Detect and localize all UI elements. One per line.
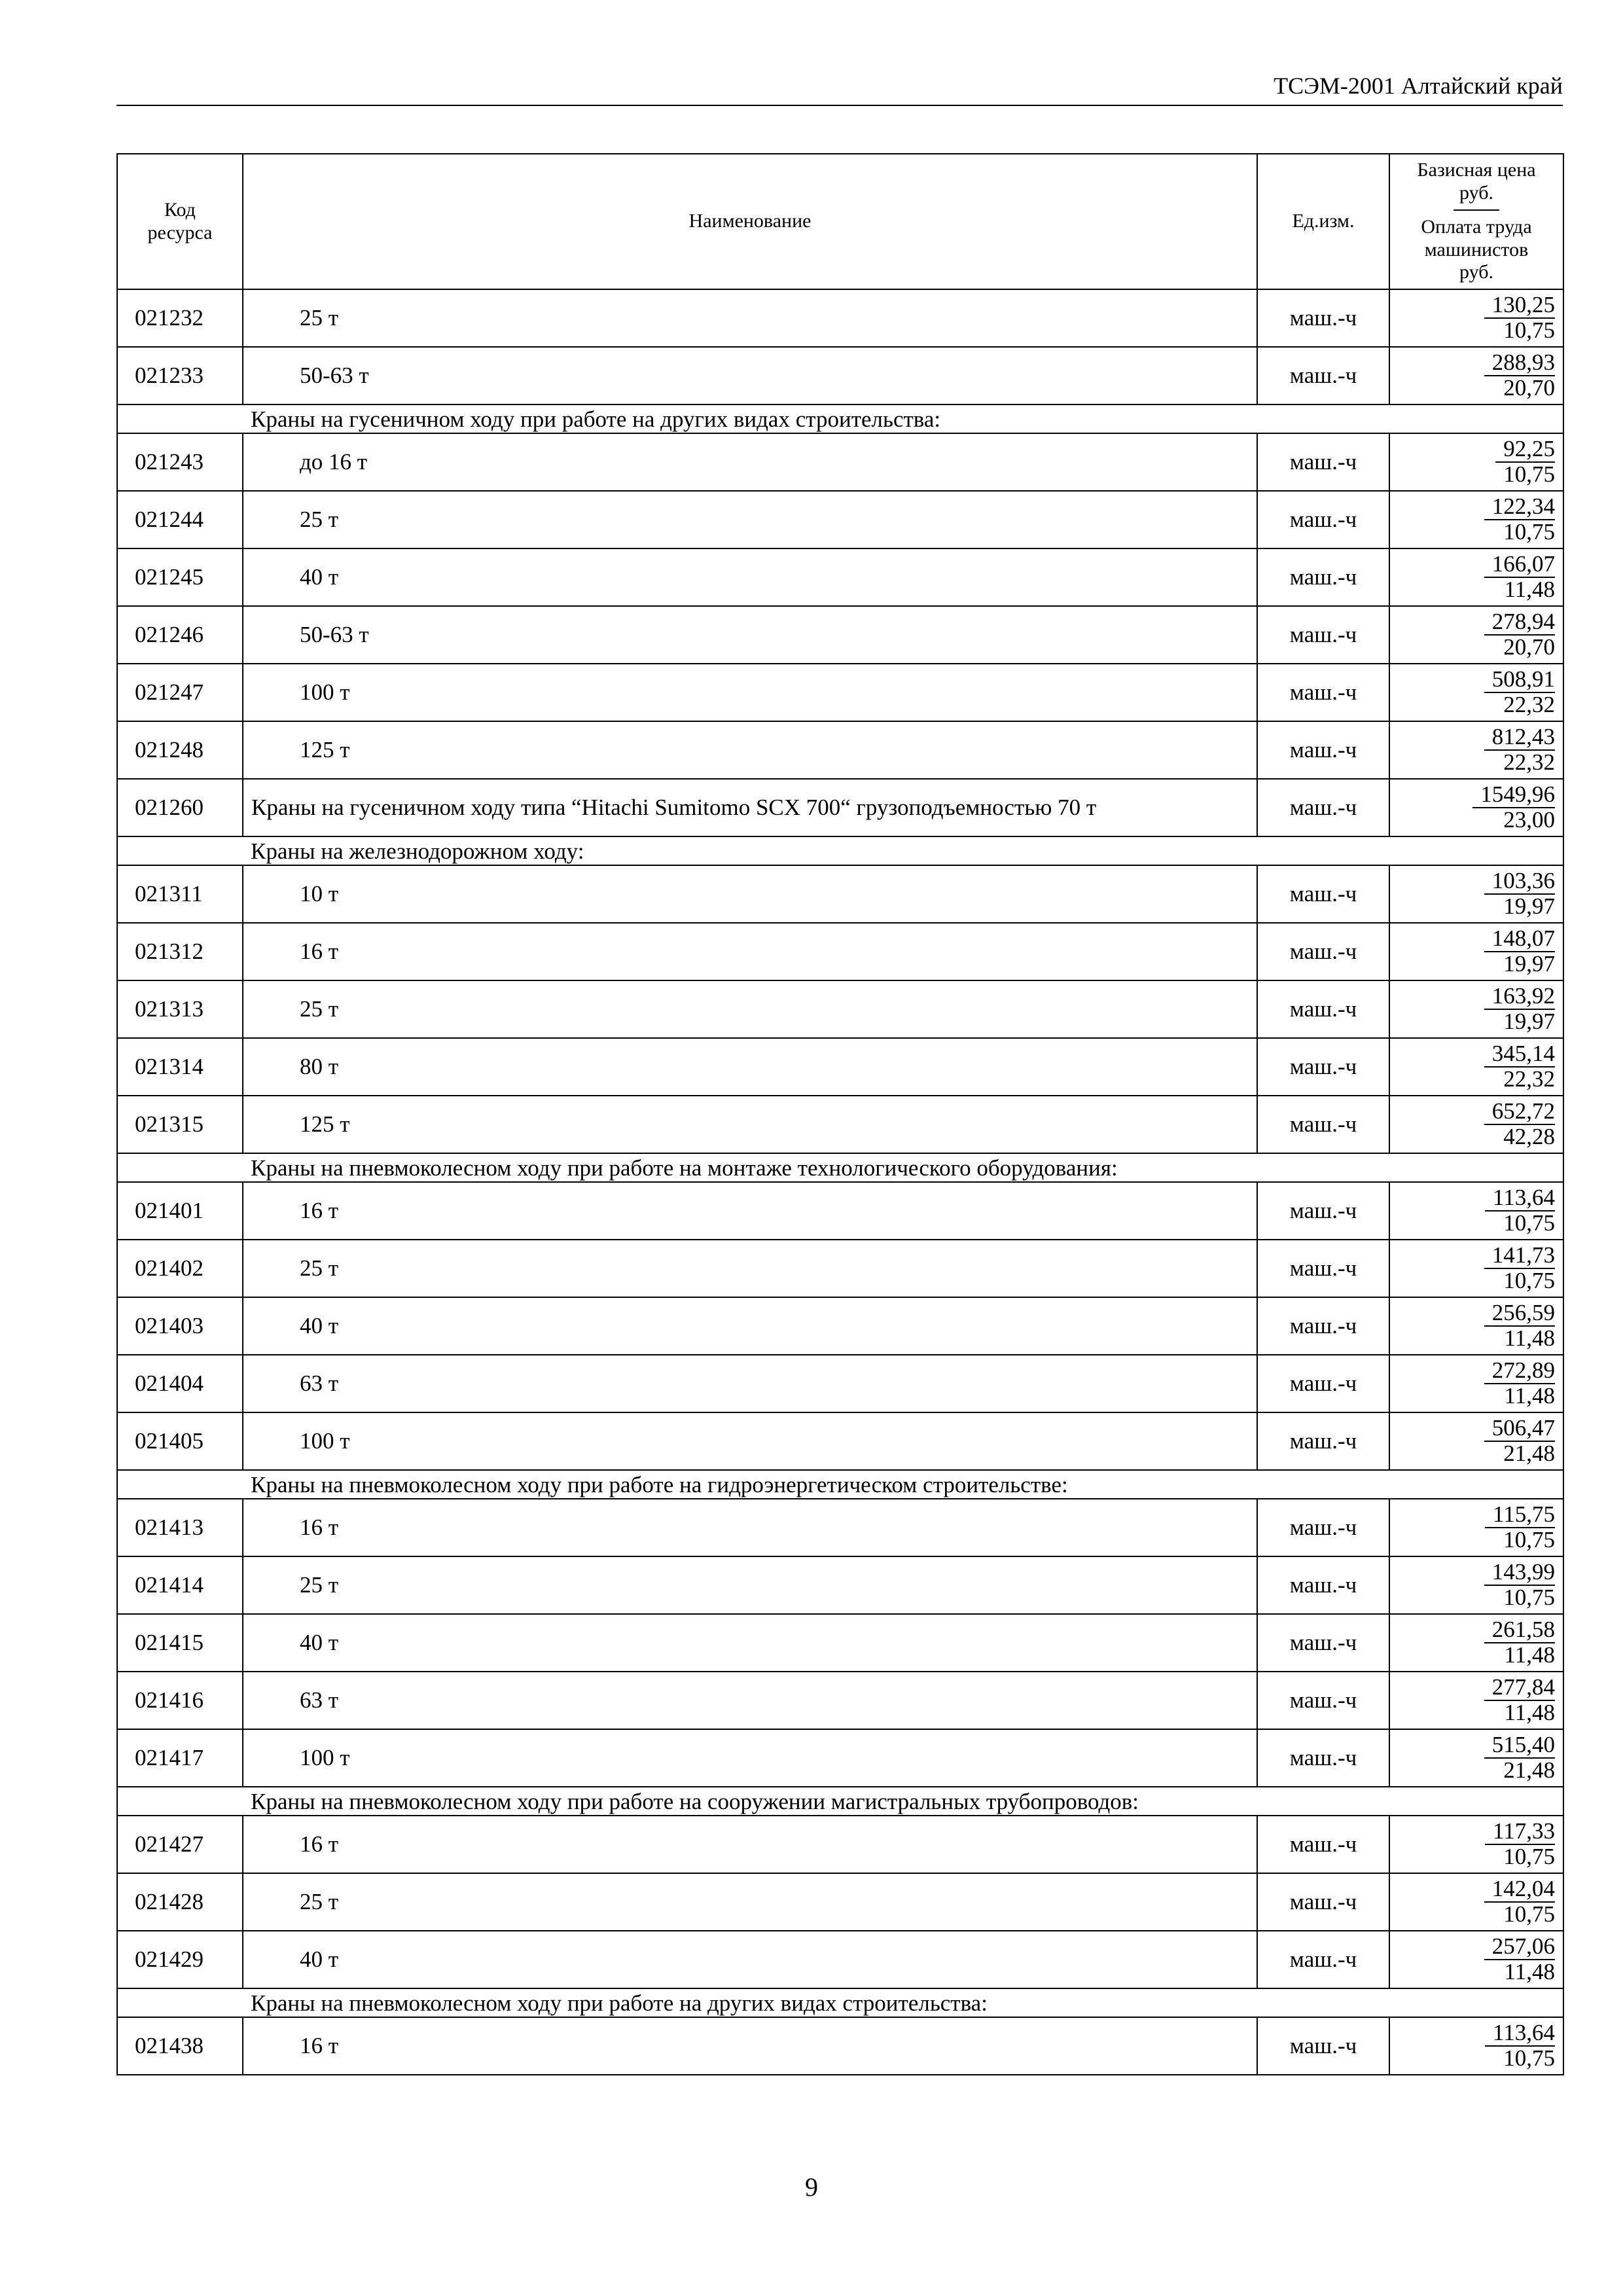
table-row xyxy=(117,1499,1563,1556)
price-fraction xyxy=(1390,869,1563,919)
resource-name: 25 т xyxy=(243,1556,1257,1614)
price-cell xyxy=(1389,606,1563,664)
resource-name: 100 т xyxy=(243,1729,1257,1787)
resource-code: 021405 xyxy=(117,1412,243,1470)
operator-labor-cost: 10,75 xyxy=(1503,1268,1555,1293)
unit-of-measure: маш.-ч xyxy=(1257,923,1389,980)
resource-name: 16 т xyxy=(243,1816,1257,1873)
price-fraction xyxy=(1390,927,1563,977)
price-cell xyxy=(1389,433,1563,491)
price-fraction xyxy=(1390,552,1563,602)
table-row xyxy=(117,1729,1563,1787)
unit-of-measure: маш.-ч xyxy=(1257,1614,1389,1672)
resource-code: 021244 xyxy=(117,491,243,548)
table-row xyxy=(117,548,1563,606)
price-fraction xyxy=(1390,293,1563,343)
group-header-row xyxy=(117,1988,1563,2017)
operator-labor-cost: 10,75 xyxy=(1503,2045,1555,2071)
resource-name: 40 т xyxy=(243,1297,1257,1355)
base-price: 163,92 xyxy=(1484,984,1555,1010)
operator-labor-cost: 23,00 xyxy=(1503,807,1555,833)
resource-code: 021233 xyxy=(117,347,243,404)
resource-name: 40 т xyxy=(243,1614,1257,1672)
price-cell xyxy=(1389,1614,1563,1672)
resource-code: 021246 xyxy=(117,606,243,664)
unit-of-measure: маш.-ч xyxy=(1257,779,1389,836)
resource-name: до 16 т xyxy=(243,433,1257,491)
resource-code: 021245 xyxy=(117,548,243,606)
price-fraction xyxy=(1390,1359,1563,1408)
group-title: Краны на железнодорожном ходу: xyxy=(243,836,1563,865)
operator-labor-cost: 19,97 xyxy=(1503,951,1555,977)
price-fraction xyxy=(1390,1100,1563,1149)
base-price: 166,07 xyxy=(1484,552,1555,578)
table-row xyxy=(117,923,1563,980)
price-fraction xyxy=(1390,1877,1563,1927)
base-price: 141,73 xyxy=(1484,1244,1555,1269)
resource-code: 021401 xyxy=(117,1182,243,1240)
price-fraction xyxy=(1390,2021,1563,2071)
group-header-row xyxy=(117,1153,1563,1182)
group-header-row xyxy=(117,836,1563,865)
resource-code: 021403 xyxy=(117,1297,243,1355)
unit-of-measure: маш.-ч xyxy=(1257,1297,1389,1355)
price-fraction xyxy=(1390,783,1563,833)
price-fraction xyxy=(1390,1301,1563,1351)
unit-of-measure: маш.-ч xyxy=(1257,433,1389,491)
table-row xyxy=(117,1297,1563,1355)
resource-name: 40 т xyxy=(243,548,1257,606)
group-title: Краны на пневмоколесном ходу при работе на монтаже технологического оборудования: xyxy=(243,1153,1563,1182)
price-cell xyxy=(1389,491,1563,548)
resource-code: 021312 xyxy=(117,923,243,980)
unit-of-measure: маш.-ч xyxy=(1257,491,1389,548)
resource-name: 25 т xyxy=(243,491,1257,548)
price-cell xyxy=(1389,1931,1563,1988)
base-price: 113,64 xyxy=(1485,2021,1555,2047)
unit-of-measure: маш.-ч xyxy=(1257,1729,1389,1787)
column-header-name: Наименование xyxy=(243,154,1257,289)
resource-code: 021311 xyxy=(117,865,243,923)
group-code-cell xyxy=(117,1470,243,1499)
operator-labor-cost: 19,97 xyxy=(1503,893,1555,919)
page-number: 9 xyxy=(805,2172,818,2202)
price-header-label: Базисная цена руб. xyxy=(1417,159,1536,204)
operator-labor-cost: 10,75 xyxy=(1503,461,1555,487)
base-price: 130,25 xyxy=(1484,293,1555,319)
table-row xyxy=(117,606,1563,664)
table-row xyxy=(117,1412,1563,1470)
price-fraction xyxy=(1390,725,1563,775)
price-cell xyxy=(1389,1816,1563,1873)
document-title: ТСЭМ-2001 Алтайский край xyxy=(1274,73,1563,99)
price-cell xyxy=(1389,347,1563,404)
resource-name: 100 т xyxy=(243,1412,1257,1470)
group-code-cell xyxy=(117,1988,243,2017)
operator-labor-cost: 21,48 xyxy=(1503,1441,1555,1466)
unit-of-measure: маш.-ч xyxy=(1257,347,1389,404)
price-cell xyxy=(1389,1729,1563,1787)
resource-name: 16 т xyxy=(243,2017,1257,2075)
resource-code: 021404 xyxy=(117,1355,243,1412)
base-price: 148,07 xyxy=(1484,927,1555,952)
operator-labor-cost: 11,48 xyxy=(1504,1642,1555,1668)
price-cell xyxy=(1389,1182,1563,1240)
price-fraction xyxy=(1390,984,1563,1034)
base-price: 345,14 xyxy=(1484,1042,1555,1067)
price-cell xyxy=(1389,2017,1563,2075)
operator-labor-cost: 11,48 xyxy=(1504,577,1555,602)
price-table xyxy=(116,153,1564,2075)
base-price: 652,72 xyxy=(1484,1100,1555,1125)
resource-name: 125 т xyxy=(243,721,1257,779)
unit-of-measure: маш.-ч xyxy=(1257,721,1389,779)
resource-name: Краны на гусеничном ходу типа “Hitachi Sumitomo SCX 700“ грузоподъемностью 70 т xyxy=(243,779,1257,836)
price-cell xyxy=(1389,1240,1563,1297)
resource-code: 021313 xyxy=(117,980,243,1038)
base-price: 115,75 xyxy=(1485,1503,1555,1528)
price-cell xyxy=(1389,1556,1563,1614)
resource-name: 10 т xyxy=(243,865,1257,923)
base-price: 103,36 xyxy=(1484,869,1555,895)
price-cell xyxy=(1389,1873,1563,1931)
price-fraction xyxy=(1390,351,1563,401)
group-header-row xyxy=(117,1470,1563,1499)
price-fraction xyxy=(1390,1676,1563,1725)
base-price: 1549,96 xyxy=(1472,783,1555,808)
group-title: Краны на пневмоколесном ходу при работе на других видах строительства: xyxy=(243,1988,1563,2017)
operator-labor-cost: 11,48 xyxy=(1504,1325,1555,1351)
table-row xyxy=(117,347,1563,404)
resource-code: 021232 xyxy=(117,289,243,347)
resource-code: 021428 xyxy=(117,1873,243,1931)
table-row xyxy=(117,664,1563,721)
resource-name: 25 т xyxy=(243,1873,1257,1931)
price-fraction xyxy=(1390,1042,1563,1092)
price-cell xyxy=(1389,1096,1563,1153)
base-price: 812,43 xyxy=(1484,725,1555,751)
group-code-cell xyxy=(117,1153,243,1182)
price-fraction xyxy=(1390,437,1563,487)
resource-name: 63 т xyxy=(243,1672,1257,1729)
unit-of-measure: маш.-ч xyxy=(1257,1240,1389,1297)
base-price: 288,93 xyxy=(1484,351,1555,376)
price-cell xyxy=(1389,1412,1563,1470)
labor-header-label: Оплата труда машинистов руб. xyxy=(1421,216,1532,283)
table-row xyxy=(117,1672,1563,1729)
base-price: 122,34 xyxy=(1484,495,1555,520)
operator-labor-cost: 11,48 xyxy=(1504,1700,1555,1725)
resource-code: 021438 xyxy=(117,2017,243,2075)
group-code-cell xyxy=(117,404,243,433)
price-fraction xyxy=(1390,1186,1563,1236)
resource-code: 021416 xyxy=(117,1672,243,1729)
base-price: 142,04 xyxy=(1484,1877,1555,1903)
price-cell xyxy=(1389,779,1563,836)
base-price: 508,91 xyxy=(1484,668,1555,693)
table-row xyxy=(117,980,1563,1038)
base-price: 261,58 xyxy=(1484,1618,1555,1643)
operator-labor-cost: 10,75 xyxy=(1503,1585,1555,1610)
unit-of-measure: маш.-ч xyxy=(1257,2017,1389,2075)
operator-labor-cost: 10,75 xyxy=(1503,317,1555,343)
base-price: 278,94 xyxy=(1484,610,1555,636)
resource-code: 021415 xyxy=(117,1614,243,1672)
unit-of-measure: маш.-ч xyxy=(1257,865,1389,923)
unit-of-measure: маш.-ч xyxy=(1257,1038,1389,1096)
resource-code: 021243 xyxy=(117,433,243,491)
operator-labor-cost: 10,75 xyxy=(1503,1527,1555,1552)
table-row xyxy=(117,1038,1563,1096)
table-row xyxy=(117,1614,1563,1672)
resource-name: 16 т xyxy=(243,1499,1257,1556)
base-price: 277,84 xyxy=(1484,1676,1555,1701)
price-cell xyxy=(1389,1038,1563,1096)
table-row xyxy=(117,1240,1563,1297)
price-cell xyxy=(1389,980,1563,1038)
page-header xyxy=(116,65,1563,106)
operator-labor-cost: 22,32 xyxy=(1503,1066,1555,1092)
price-cell xyxy=(1389,1499,1563,1556)
base-price: 256,59 xyxy=(1484,1301,1555,1327)
group-title: Краны на гусеничном ходу при работе на других видах строительства: xyxy=(243,404,1563,433)
base-price: 515,40 xyxy=(1484,1733,1555,1759)
resource-code: 021414 xyxy=(117,1556,243,1614)
price-fraction xyxy=(1390,495,1563,545)
unit-of-measure: маш.-ч xyxy=(1257,1816,1389,1873)
group-code-cell xyxy=(117,836,243,865)
resource-name: 16 т xyxy=(243,923,1257,980)
operator-labor-cost: 11,48 xyxy=(1504,1383,1555,1408)
price-fraction xyxy=(1390,1733,1563,1783)
base-price: 117,33 xyxy=(1485,1820,1555,1845)
table-row xyxy=(117,1931,1563,1988)
table-row xyxy=(117,2017,1563,2075)
operator-labor-cost: 10,75 xyxy=(1503,1210,1555,1236)
unit-of-measure: маш.-ч xyxy=(1257,1355,1389,1412)
price-fraction xyxy=(1390,1416,1563,1466)
resource-name: 80 т xyxy=(243,1038,1257,1096)
unit-of-measure: маш.-ч xyxy=(1257,289,1389,347)
operator-labor-cost: 10,75 xyxy=(1503,1844,1555,1869)
price-cell xyxy=(1389,721,1563,779)
resource-name: 63 т xyxy=(243,1355,1257,1412)
unit-of-measure: маш.-ч xyxy=(1257,606,1389,664)
price-cell xyxy=(1389,548,1563,606)
unit-of-measure: маш.-ч xyxy=(1257,1499,1389,1556)
operator-labor-cost: 10,75 xyxy=(1503,519,1555,545)
group-header-row xyxy=(117,404,1563,433)
column-header-code: Код ресурса xyxy=(117,154,243,289)
base-price: 113,64 xyxy=(1485,1186,1555,1211)
operator-labor-cost: 20,70 xyxy=(1503,375,1555,401)
resource-code: 021417 xyxy=(117,1729,243,1787)
price-fraction xyxy=(1390,1935,1563,1984)
unit-of-measure: маш.-ч xyxy=(1257,1412,1389,1470)
operator-labor-cost: 11,48 xyxy=(1504,1959,1555,1984)
base-price: 506,47 xyxy=(1484,1416,1555,1442)
header-fraction-line xyxy=(1454,209,1499,211)
price-cell xyxy=(1389,865,1563,923)
table-row xyxy=(117,1096,1563,1153)
base-price: 272,89 xyxy=(1484,1359,1555,1384)
price-cell xyxy=(1389,1672,1563,1729)
unit-of-measure: маш.-ч xyxy=(1257,980,1389,1038)
resource-name: 50-63 т xyxy=(243,347,1257,404)
resource-name: 25 т xyxy=(243,289,1257,347)
table-row xyxy=(117,1182,1563,1240)
resource-code: 021314 xyxy=(117,1038,243,1096)
price-fraction xyxy=(1390,1503,1563,1552)
group-title: Краны на пневмоколесном ходу при работе на сооружении магистральных трубопроводов: xyxy=(243,1787,1563,1816)
unit-of-measure: маш.-ч xyxy=(1257,1096,1389,1153)
price-fraction xyxy=(1390,1244,1563,1293)
price-fraction xyxy=(1390,1820,1563,1869)
base-price: 143,99 xyxy=(1484,1560,1555,1586)
price-cell xyxy=(1389,289,1563,347)
price-cell xyxy=(1389,664,1563,721)
price-cell xyxy=(1389,1297,1563,1355)
unit-of-measure: маш.-ч xyxy=(1257,548,1389,606)
operator-labor-cost: 42,28 xyxy=(1503,1124,1555,1149)
operator-labor-cost: 10,75 xyxy=(1503,1901,1555,1927)
resource-code: 021402 xyxy=(117,1240,243,1297)
table-row xyxy=(117,433,1563,491)
unit-of-measure: маш.-ч xyxy=(1257,1931,1389,1988)
table-row xyxy=(117,865,1563,923)
resource-name: 125 т xyxy=(243,1096,1257,1153)
table-row xyxy=(117,721,1563,779)
group-title: Краны на пневмоколесном ходу при работе на гидроэнергетическом строительстве: xyxy=(243,1470,1563,1499)
table-row xyxy=(117,1873,1563,1931)
price-fraction xyxy=(1390,1618,1563,1668)
unit-of-measure: маш.-ч xyxy=(1257,1672,1389,1729)
resource-code: 021260 xyxy=(117,779,243,836)
price-fraction xyxy=(1390,610,1563,660)
price-fraction xyxy=(1390,668,1563,717)
resource-name: 100 т xyxy=(243,664,1257,721)
operator-labor-cost: 22,32 xyxy=(1503,749,1555,775)
column-header-unit: Ед.изм. xyxy=(1257,154,1389,289)
resource-code: 021315 xyxy=(117,1096,243,1153)
operator-labor-cost: 20,70 xyxy=(1503,634,1555,660)
resource-code: 021247 xyxy=(117,664,243,721)
resource-code: 021429 xyxy=(117,1931,243,1988)
table-row xyxy=(117,779,1563,836)
resource-code: 021413 xyxy=(117,1499,243,1556)
unit-of-measure: маш.-ч xyxy=(1257,1873,1389,1931)
column-header-price xyxy=(1389,154,1563,289)
table-row xyxy=(117,1816,1563,1873)
resource-name: 40 т xyxy=(243,1931,1257,1988)
operator-labor-cost: 21,48 xyxy=(1503,1757,1555,1783)
table-row xyxy=(117,1556,1563,1614)
resource-name: 50-63 т xyxy=(243,606,1257,664)
group-header-row xyxy=(117,1787,1563,1816)
price-cell xyxy=(1389,1355,1563,1412)
group-code-cell xyxy=(117,1787,243,1816)
price-cell xyxy=(1389,923,1563,980)
unit-of-measure: маш.-ч xyxy=(1257,1182,1389,1240)
table-header-row xyxy=(117,154,1563,289)
resource-name: 25 т xyxy=(243,980,1257,1038)
unit-of-measure: маш.-ч xyxy=(1257,1556,1389,1614)
resource-code: 021248 xyxy=(117,721,243,779)
resource-name: 16 т xyxy=(243,1182,1257,1240)
operator-labor-cost: 19,97 xyxy=(1503,1009,1555,1034)
resource-name: 25 т xyxy=(243,1240,1257,1297)
base-price: 257,06 xyxy=(1484,1935,1555,1960)
table-row xyxy=(117,491,1563,548)
table-body xyxy=(117,289,1563,2075)
table-row xyxy=(117,1355,1563,1412)
unit-of-measure: маш.-ч xyxy=(1257,664,1389,721)
table-row xyxy=(117,289,1563,347)
resource-code: 021427 xyxy=(117,1816,243,1873)
operator-labor-cost: 22,32 xyxy=(1503,692,1555,717)
price-fraction xyxy=(1390,1560,1563,1610)
base-price: 92,25 xyxy=(1495,437,1555,463)
